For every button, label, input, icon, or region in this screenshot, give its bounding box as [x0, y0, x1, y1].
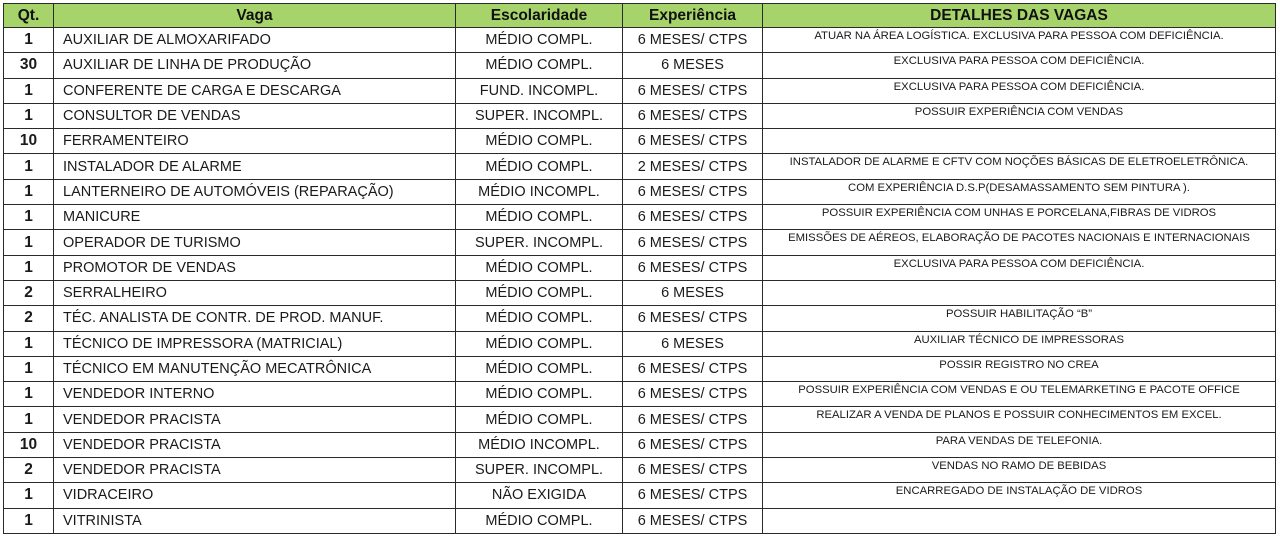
table-row [4, 205, 1276, 230]
cell-escolaridade: MÉDIO COMPL. [456, 356, 623, 381]
cell-experiencia: 6 MESES/ CTPS [623, 382, 763, 407]
cell-experiencia: 6 MESES/ CTPS [623, 103, 763, 128]
header-escolaridade: Escolaridade [456, 4, 623, 28]
header-qt: Qt. [4, 4, 54, 28]
table-row [4, 483, 1276, 508]
cell-vaga: CONFERENTE DE CARGA E DESCARGA [54, 78, 456, 103]
cell-escolaridade: MÉDIO COMPL. [456, 205, 623, 230]
cell-qt: 30 [4, 53, 54, 78]
cell-experiencia: 6 MESES/ CTPS [623, 28, 763, 53]
cell-vaga: OPERADOR DE TURISMO [54, 230, 456, 255]
cell-vaga: PROMOTOR DE VENDAS [54, 255, 456, 280]
cell-detalhes: EMISSÕES DE AÉREOS, ELABORAÇÃO DE PACOTES NACIONAIS E INTERNACIONAIS [763, 230, 1276, 255]
table-row [4, 28, 1276, 53]
cell-experiencia: 6 MESES/ CTPS [623, 205, 763, 230]
cell-qt: 1 [4, 28, 54, 53]
cell-qt: 1 [4, 382, 54, 407]
table-row [4, 407, 1276, 432]
cell-experiencia: 6 MESES/ CTPS [623, 508, 763, 533]
cell-vaga: TÉCNICO DE IMPRESSORA (MATRICIAL) [54, 331, 456, 356]
cell-detalhes [763, 508, 1276, 533]
cell-vaga: VENDEDOR PRACISTA [54, 458, 456, 483]
cell-vaga: VENDEDOR PRACISTA [54, 432, 456, 457]
cell-experiencia: 6 MESES/ CTPS [623, 458, 763, 483]
table-row [4, 179, 1276, 204]
cell-vaga: AUXILIAR DE LINHA DE PRODUÇÃO [54, 53, 456, 78]
table-row [4, 508, 1276, 533]
cell-escolaridade: MÉDIO INCOMPL. [456, 432, 623, 457]
cell-detalhes: AUXILIAR TÉCNICO DE IMPRESSORAS [763, 331, 1276, 356]
cell-detalhes: POSSUIR EXPERIÊNCIA COM VENDAS [763, 103, 1276, 128]
cell-qt: 1 [4, 230, 54, 255]
cell-vaga: VENDEDOR INTERNO [54, 382, 456, 407]
cell-experiencia: 6 MESES/ CTPS [623, 78, 763, 103]
cell-escolaridade: MÉDIO COMPL. [456, 331, 623, 356]
header-experiencia: Experiência [623, 4, 763, 28]
cell-qt: 1 [4, 331, 54, 356]
cell-escolaridade: MÉDIO COMPL. [456, 306, 623, 331]
cell-detalhes: POSSUIR HABILITAÇÃO “B” [763, 306, 1276, 331]
table-row [4, 255, 1276, 280]
table-row [4, 280, 1276, 305]
cell-escolaridade: FUND. INCOMPL. [456, 78, 623, 103]
cell-vaga: VENDEDOR PRACISTA [54, 407, 456, 432]
cell-qt: 2 [4, 306, 54, 331]
cell-detalhes: POSSIR REGISTRO NO CREA [763, 356, 1276, 381]
table-row [4, 154, 1276, 179]
cell-experiencia: 6 MESES [623, 53, 763, 78]
cell-escolaridade: MÉDIO COMPL. [456, 280, 623, 305]
cell-qt: 1 [4, 78, 54, 103]
table-row [4, 331, 1276, 356]
cell-vaga: CONSULTOR DE VENDAS [54, 103, 456, 128]
cell-qt: 1 [4, 483, 54, 508]
cell-detalhes: COM EXPERIÊNCIA D.S.P(DESAMASSAMENTO SEM PINTURA ). [763, 179, 1276, 204]
cell-vaga: AUXILIAR DE ALMOXARIFADO [54, 28, 456, 53]
table-row [4, 306, 1276, 331]
cell-detalhes: POSSUIR EXPERIÊNCIA COM VENDAS E OU TELEMARKETING E PACOTE OFFICE [763, 382, 1276, 407]
cell-detalhes: EXCLUSIVA PARA PESSOA COM DEFICIÊNCIA. [763, 78, 1276, 103]
cell-experiencia: 6 MESES/ CTPS [623, 432, 763, 457]
cell-qt: 1 [4, 103, 54, 128]
cell-qt: 1 [4, 508, 54, 533]
cell-experiencia: 6 MESES/ CTPS [623, 306, 763, 331]
cell-experiencia: 6 MESES/ CTPS [623, 255, 763, 280]
cell-experiencia: 6 MESES/ CTPS [623, 230, 763, 255]
cell-qt: 1 [4, 407, 54, 432]
cell-detalhes: PARA VENDAS DE TELEFONIA. [763, 432, 1276, 457]
cell-qt: 10 [4, 432, 54, 457]
cell-escolaridade: MÉDIO COMPL. [456, 28, 623, 53]
cell-vaga: FERRAMENTEIRO [54, 129, 456, 154]
cell-escolaridade: MÉDIO INCOMPL. [456, 179, 623, 204]
table-row [4, 103, 1276, 128]
cell-detalhes: EXCLUSIVA PARA PESSOA COM DEFICIÊNCIA. [763, 255, 1276, 280]
table-row [4, 230, 1276, 255]
table-row [4, 129, 1276, 154]
header-detalhes: DETALHES DAS VAGAS [763, 4, 1276, 28]
table-row [4, 382, 1276, 407]
job-table-container [3, 3, 1276, 534]
cell-detalhes [763, 129, 1276, 154]
table-row [4, 458, 1276, 483]
cell-qt: 10 [4, 129, 54, 154]
job-vacancies-table [3, 3, 1276, 534]
cell-detalhes: EXCLUSIVA PARA PESSOA COM DEFICIÊNCIA. [763, 53, 1276, 78]
table-body [4, 28, 1276, 534]
cell-escolaridade: MÉDIO COMPL. [456, 154, 623, 179]
cell-qt: 1 [4, 205, 54, 230]
cell-vaga: LANTERNEIRO DE AUTOMÓVEIS (REPARAÇÃO) [54, 179, 456, 204]
cell-experiencia: 2 MESES/ CTPS [623, 154, 763, 179]
cell-vaga: VITRINISTA [54, 508, 456, 533]
cell-escolaridade: MÉDIO COMPL. [456, 508, 623, 533]
cell-escolaridade: MÉDIO COMPL. [456, 382, 623, 407]
table-header-row [4, 4, 1276, 28]
cell-escolaridade: MÉDIO COMPL. [456, 255, 623, 280]
cell-detalhes [763, 280, 1276, 305]
cell-qt: 2 [4, 280, 54, 305]
cell-escolaridade: MÉDIO COMPL. [456, 53, 623, 78]
cell-detalhes: REALIZAR A VENDA DE PLANOS E POSSUIR CONHECIMENTOS EM EXCEL. [763, 407, 1276, 432]
cell-vaga: TÉCNICO EM MANUTENÇÃO MECATRÔNICA [54, 356, 456, 381]
table-row [4, 78, 1276, 103]
cell-experiencia: 6 MESES/ CTPS [623, 483, 763, 508]
cell-escolaridade: MÉDIO COMPL. [456, 407, 623, 432]
cell-experiencia: 6 MESES/ CTPS [623, 179, 763, 204]
cell-detalhes: ENCARREGADO DE INSTALAÇÃO DE VIDROS [763, 483, 1276, 508]
table-row [4, 356, 1276, 381]
cell-detalhes: ATUAR NA ÁREA LOGÍSTICA. EXCLUSIVA PARA PESSOA COM DEFICIÊNCIA. [763, 28, 1276, 53]
cell-vaga: MANICURE [54, 205, 456, 230]
cell-escolaridade: SUPER. INCOMPL. [456, 458, 623, 483]
cell-experiencia: 6 MESES/ CTPS [623, 407, 763, 432]
cell-vaga: INSTALADOR DE ALARME [54, 154, 456, 179]
cell-experiencia: 6 MESES [623, 331, 763, 356]
cell-experiencia: 6 MESES [623, 280, 763, 305]
cell-escolaridade: SUPER. INCOMPL. [456, 103, 623, 128]
cell-escolaridade: MÉDIO COMPL. [456, 129, 623, 154]
cell-detalhes: VENDAS NO RAMO DE BEBIDAS [763, 458, 1276, 483]
cell-qt: 1 [4, 356, 54, 381]
cell-qt: 1 [4, 179, 54, 204]
cell-qt: 1 [4, 255, 54, 280]
cell-escolaridade: NÃO EXIGIDA [456, 483, 623, 508]
cell-experiencia: 6 MESES/ CTPS [623, 129, 763, 154]
cell-vaga: TÉC. ANALISTA DE CONTR. DE PROD. MANUF. [54, 306, 456, 331]
cell-vaga: VIDRACEIRO [54, 483, 456, 508]
table-row [4, 53, 1276, 78]
cell-escolaridade: SUPER. INCOMPL. [456, 230, 623, 255]
cell-qt: 1 [4, 154, 54, 179]
header-vaga: Vaga [54, 4, 456, 28]
cell-vaga: SERRALHEIRO [54, 280, 456, 305]
cell-detalhes: POSSUIR EXPERIÊNCIA COM UNHAS E PORCELANA,FIBRAS DE VIDROS [763, 205, 1276, 230]
cell-detalhes: INSTALADOR DE ALARME E CFTV COM NOÇÕES BÁSICAS DE ELETROELETRÔNICA. [763, 154, 1276, 179]
cell-qt: 2 [4, 458, 54, 483]
cell-experiencia: 6 MESES/ CTPS [623, 356, 763, 381]
table-row [4, 432, 1276, 457]
